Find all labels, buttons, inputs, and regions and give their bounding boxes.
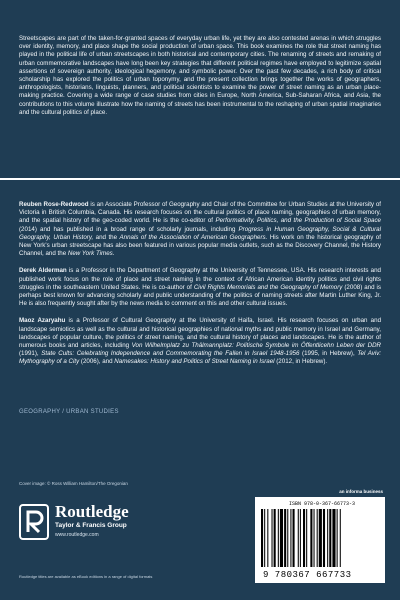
isbn-text: ISBN 978-0-367-66773-3: [289, 501, 356, 507]
bio-name: Reuben Rose-Redwood: [19, 201, 89, 208]
isbn-barcode: [255, 497, 385, 583]
ebook-note: Routledge titles are available as eBook editions in a range of digital formats: [19, 574, 153, 579]
isbn-digits: 9 780367 667733: [263, 570, 352, 580]
barcode-area: [255, 489, 385, 583]
bio-title: Performativity, Politics, and the Production of Social Space: [215, 217, 381, 225]
bio-text: His work on the historical geography of New York's urban streetscape has also been featured in various popular media outlets, such as the Discovery Channel, the History Channel, and the: [19, 233, 381, 258]
bio-title: Tel Aviv: Mythography of a City: [19, 350, 382, 366]
bio-text: (2014) and has published in a broad range of scholarly journals, including: [19, 225, 239, 233]
informa-label: an informa business: [339, 489, 383, 494]
subject-category: GEOGRAPHY / URBAN STUDIES: [19, 409, 119, 415]
publisher-url: www.routledge.com: [55, 532, 99, 538]
bio-title: Von Wilhelmplatz zu Thälmannplatz: Politische Symbole im Öffentlicehn Leben der DDR: [131, 342, 382, 350]
cover-credit: Cover image: © Ross William Hamilton/The Oregonian: [19, 481, 128, 486]
bio-text: (2012, in Hebrew).: [274, 358, 328, 366]
divider-rule: [0, 178, 400, 180]
bio-azaryahu: [19, 317, 381, 366]
routledge-mark-icon: [19, 504, 49, 540]
bio-title: New York Times.: [67, 250, 115, 258]
publisher-name: Routledge: [55, 502, 129, 521]
bio-text: is an Associate Professor of Geography and Chair of the Committee for Urban Studies at the University of Victoria in British Columbia, Canada. His research focuses on the cultural politics of place naming, geographies of urban memory, and the spatial history of the geo-coded world. He is the co-editor of: [19, 201, 381, 225]
bio-text: (2006), and: [79, 358, 115, 366]
bio-title: Annals of the Association of American Geographers.: [119, 233, 268, 241]
bio-title: Progress in Human Geography, Social & Cultural Geography, Urban History,: [19, 225, 381, 241]
bio-title: Namesakes: History and Politics of Street Naming in Israel: [114, 358, 275, 366]
bio-rose-redwood: [19, 201, 381, 258]
bio-text: (1995, in Hebrew),: [299, 350, 358, 358]
publisher-logo: [19, 502, 169, 550]
bio-alderman: [19, 267, 381, 308]
bio-text: (2008) and is perhaps best known for advancing scholarly and public understanding of the politics of naming streets after Martin Luther King, Jr. He is also frequently sought after by the news media to comment on this and other cultural issues.: [19, 283, 381, 308]
publisher-group: Taylor & Francis Group: [55, 522, 127, 529]
bio-title: State Cults: Celebrating Independence and Commemorating the Fallen in Israel 1948-1956: [41, 350, 300, 358]
bio-name: Maoz Azaryahu: [19, 317, 66, 325]
bio-name: Derek Alderman: [19, 267, 67, 275]
bio-text: is a Professor of Cultural Geography at the University of Haifa, Israel. His research focuses on urban and landscape semiotics as well as the cultural and historical geographies of national myths and public memory in Israel and Germany, landscapes of popular culture, the politics of street naming, and the cultural history of places and landscapes. He is the author of numerous books and articles, including: [19, 317, 382, 350]
barcode-bars-icon: [259, 509, 381, 569]
bio-text: is a Professor in the Department of Geography at the University of Tennessee, USA. His research interests and published work focus on the role of place and street naming in the context of African American identity politics and civil rights struggles in the southeastern United States. He is co-author of: [19, 267, 381, 291]
bio-title: Civil Rights Memorials and the Geography of Memory: [193, 283, 343, 291]
book-blurb: Streetscapes are part of the taken-for-granted spaces of everyday urban life, yet they are also contested arenas in which struggles over identity, memory, and place shape the social production of urban space. This book examines the role that street naming has played in the political life of urban streetscapes in both historical and contemporary cities. The renaming of streets and remaking of urban commemorative landscapes have long been key strategies that different political regimes have employed to legitimize spatial assertions of sovereign authority, ideological hegemony, and symbolic power. Over the past few decades, a rich body of critical scholarship has explored the politics of urban toponymy, and the present collection brings together the works of geographers, anthropologists, historians, linguists, planners, and political scientists to examine the power of street naming as an urban place-making practice. Covering a wide range of case studies from cities in Europe, North America, Sub-Saharan Africa, and Asia, the contributions to this volume illustrate how the naming of streets has been instrumental to the reshaping of urban spatial imaginaries and the cultural politics of place.: [19, 35, 381, 116]
bio-text: and the: [93, 233, 120, 241]
bio-text: (1991),: [19, 350, 42, 358]
author-bios: [19, 201, 381, 376]
